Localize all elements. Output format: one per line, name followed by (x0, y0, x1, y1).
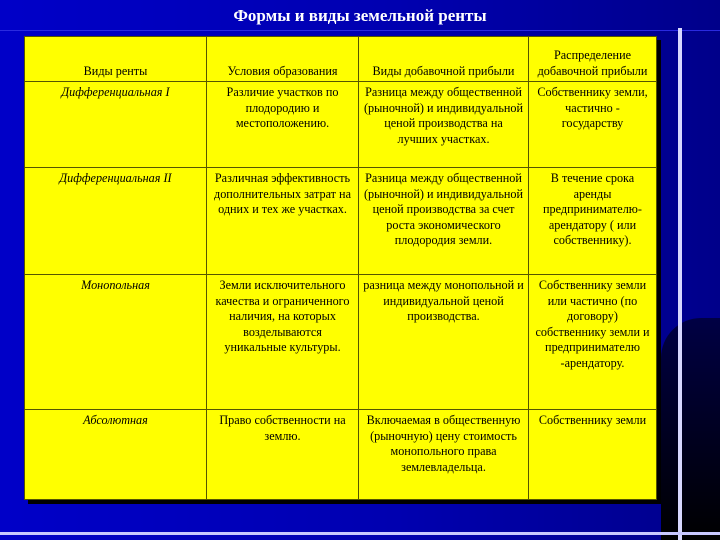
conditions-cell: Различная эффективность дополнительных затрат на одних и тех же участках. (207, 168, 359, 275)
decorative-corner-shape (661, 318, 720, 540)
conditions-cell: Право собственности на землю. (207, 410, 359, 500)
conditions-cell: Различие участков по плодородию и местоположению. (207, 82, 359, 168)
table-row (25, 168, 657, 275)
decorative-bottom-bar (0, 532, 720, 535)
profit-cell: Разница между общественной (рыночной) и индивидуальной ценой производства за счет роста экономического плодородия земли. (359, 168, 529, 275)
table-row (25, 410, 657, 500)
profit-cell: Включаемая в общественную (рыночную) цену стоимость монопольного права землевладельца. (359, 410, 529, 500)
distribution-cell: Собственнику земли (529, 410, 657, 500)
rent-type-cell: Абсолютная (25, 410, 207, 500)
distribution-cell: В течение срока аренды предпринимателю-арендатору ( или собственнику). (529, 168, 657, 275)
header-conditions: Условия образования (207, 37, 359, 82)
header-profit-types: Виды добавочной прибыли (359, 37, 529, 82)
rent-type-cell: Монопольная (25, 275, 207, 410)
slide-title: Формы и виды земельной ренты (233, 6, 487, 25)
decorative-top-line (0, 30, 720, 31)
rent-type-cell: Дифференциальная II (25, 168, 207, 275)
distribution-cell: Собственнику земли, частично - государству (529, 82, 657, 168)
profit-cell: Разница между общественной (рыночной) и индивидуальной ценой производства на лучших участках. (359, 82, 529, 168)
rent-type-cell: Дифференциальная I (25, 82, 207, 168)
conditions-cell: Земли исключительного качества и ограниченного наличия, на которых возделываются уникальные культуры. (207, 275, 359, 410)
table-row (25, 275, 657, 410)
profit-cell: разница между монопольной и индивидуальной ценой производства. (359, 275, 529, 410)
table-header-row (25, 37, 657, 82)
decorative-right-bar (678, 28, 682, 540)
header-rent-types: Виды ренты (25, 37, 207, 82)
header-distribution: Распределение добавочной прибыли (529, 37, 657, 82)
rent-table (24, 36, 657, 500)
table-row (25, 82, 657, 168)
distribution-cell: Собственнику земли или частично (по договору) собственнику земли и предпринимателю -арендатору. (529, 275, 657, 410)
